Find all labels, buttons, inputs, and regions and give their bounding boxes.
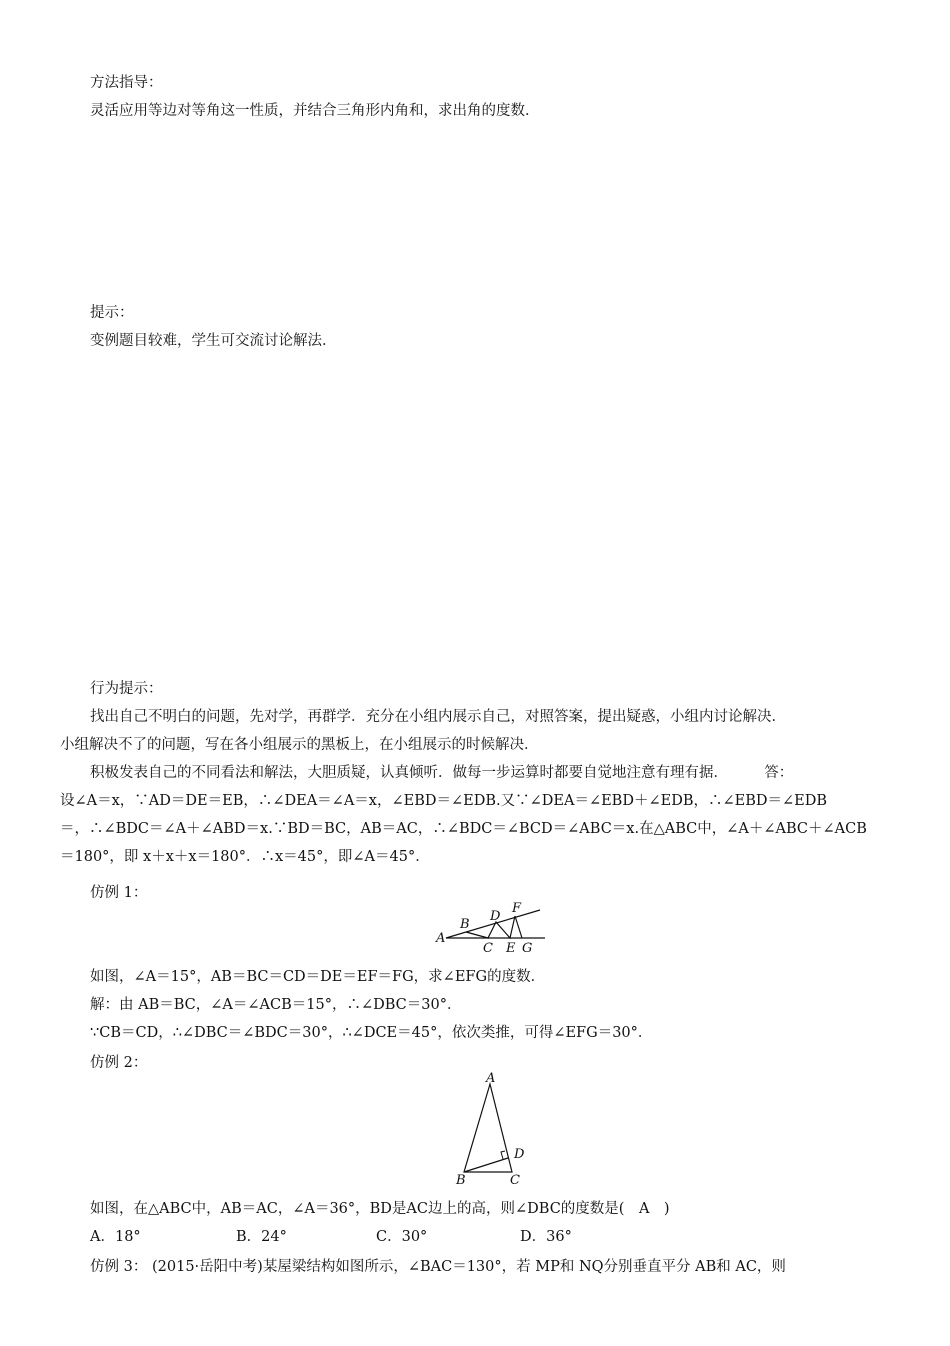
label-d: D	[490, 909, 501, 924]
behavior-paragraph-1-line-2: 小组解决不了的问题，写在各小组展示的黑板上，在小组展示的时候解决．	[60, 737, 539, 753]
method-text: 灵活应用等边对等角这一性质，并结合三角形内角和，求出角的度数．	[90, 103, 540, 119]
label-d: D	[514, 1147, 525, 1162]
example3-title: 仿例 3：	[90, 1259, 148, 1275]
label-f: F	[512, 901, 522, 916]
example1-figure	[430, 898, 560, 960]
label-c: C	[510, 1173, 520, 1188]
example1-question: 如图，∠A＝15°，AB＝BC＝CD＝DE＝EF＝FG，求∠EFG的度数．	[90, 969, 546, 985]
example2-title: 仿例 2：	[90, 1055, 148, 1071]
example2-figure	[454, 1070, 534, 1188]
answer-line-1: 设∠A＝x，∵AD＝DE＝EB，∴∠DEA＝∠A＝x，∠EBD＝∠EDB.又∵∠DEA＝∠EBD＋∠EDB，∴∠EBD＝∠EDB	[60, 793, 828, 809]
right-angle-mark	[501, 1151, 505, 1159]
example2-option-d: D．36°	[520, 1229, 572, 1245]
hint-title: 提示：	[90, 305, 134, 321]
answer-line-2: ＝，∴∠BDC＝∠A＋∠ABD＝x.∵BD＝BC，AB＝AC，∴∠BDC＝∠BCD＝∠ABC＝x.在△ABC中，∠A＋∠ABC＋∠ACB	[60, 821, 867, 837]
example2-question: 如图，在△ABC中，AB＝AC，∠A＝36°，BD是AC边上的高，则∠DBC的度数是( A )	[90, 1201, 670, 1217]
behavior-paragraph-1-line-1: 找出自己不明白的问题，先对学，再群学．充分在小组内展示自己，对照答案，提出疑惑，小组内讨论解决．	[90, 709, 786, 725]
label-a: A	[486, 1071, 496, 1086]
label-a: A	[436, 931, 446, 946]
hint-text: 变例题目较难，学生可交流讨论解法．	[90, 333, 337, 349]
label-b: B	[456, 1173, 466, 1188]
example2-option-a: A．18°	[90, 1229, 141, 1245]
segment-fg	[515, 916, 522, 938]
label-e: E	[506, 941, 516, 956]
label-c: C	[483, 941, 493, 956]
answer-line-3: ＝180°，即 x＋x＋x＝180°．∴x＝45°，即∠A＝45°．	[60, 849, 430, 865]
altitude-bd	[464, 1158, 508, 1172]
example1-title: 仿例 1：	[90, 885, 148, 901]
example1-solution-1: 解：由 AB＝BC，∠A＝∠ACB＝15°，∴∠DBC＝30°．	[90, 997, 462, 1013]
example3-text: (2015·岳阳中考)某屋梁结构如图所示，∠BAC＝130°，若 MP和 NQ分别垂直平分 AB和 AC，则	[152, 1259, 786, 1275]
behavior-title: 行为提示：	[90, 681, 163, 697]
behavior-paragraph-2: 积极发表自己的不同看法和解法，大胆质疑，认真倾听．做每一步运算时都要自觉地注意有理有据． 答：	[90, 765, 794, 781]
example1-solution-2: ∵CB＝CD，∴∠DBC＝∠BDC＝30°，∴∠DCE＝45°，依次类推，可得∠EFG＝30°．	[90, 1025, 653, 1041]
example2-option-b: B．24°	[236, 1229, 287, 1245]
example2-option-c: C．30°	[376, 1229, 428, 1245]
method-title: 方法指导：	[90, 75, 163, 91]
label-b: B	[460, 917, 470, 932]
label-g: G	[522, 941, 533, 956]
